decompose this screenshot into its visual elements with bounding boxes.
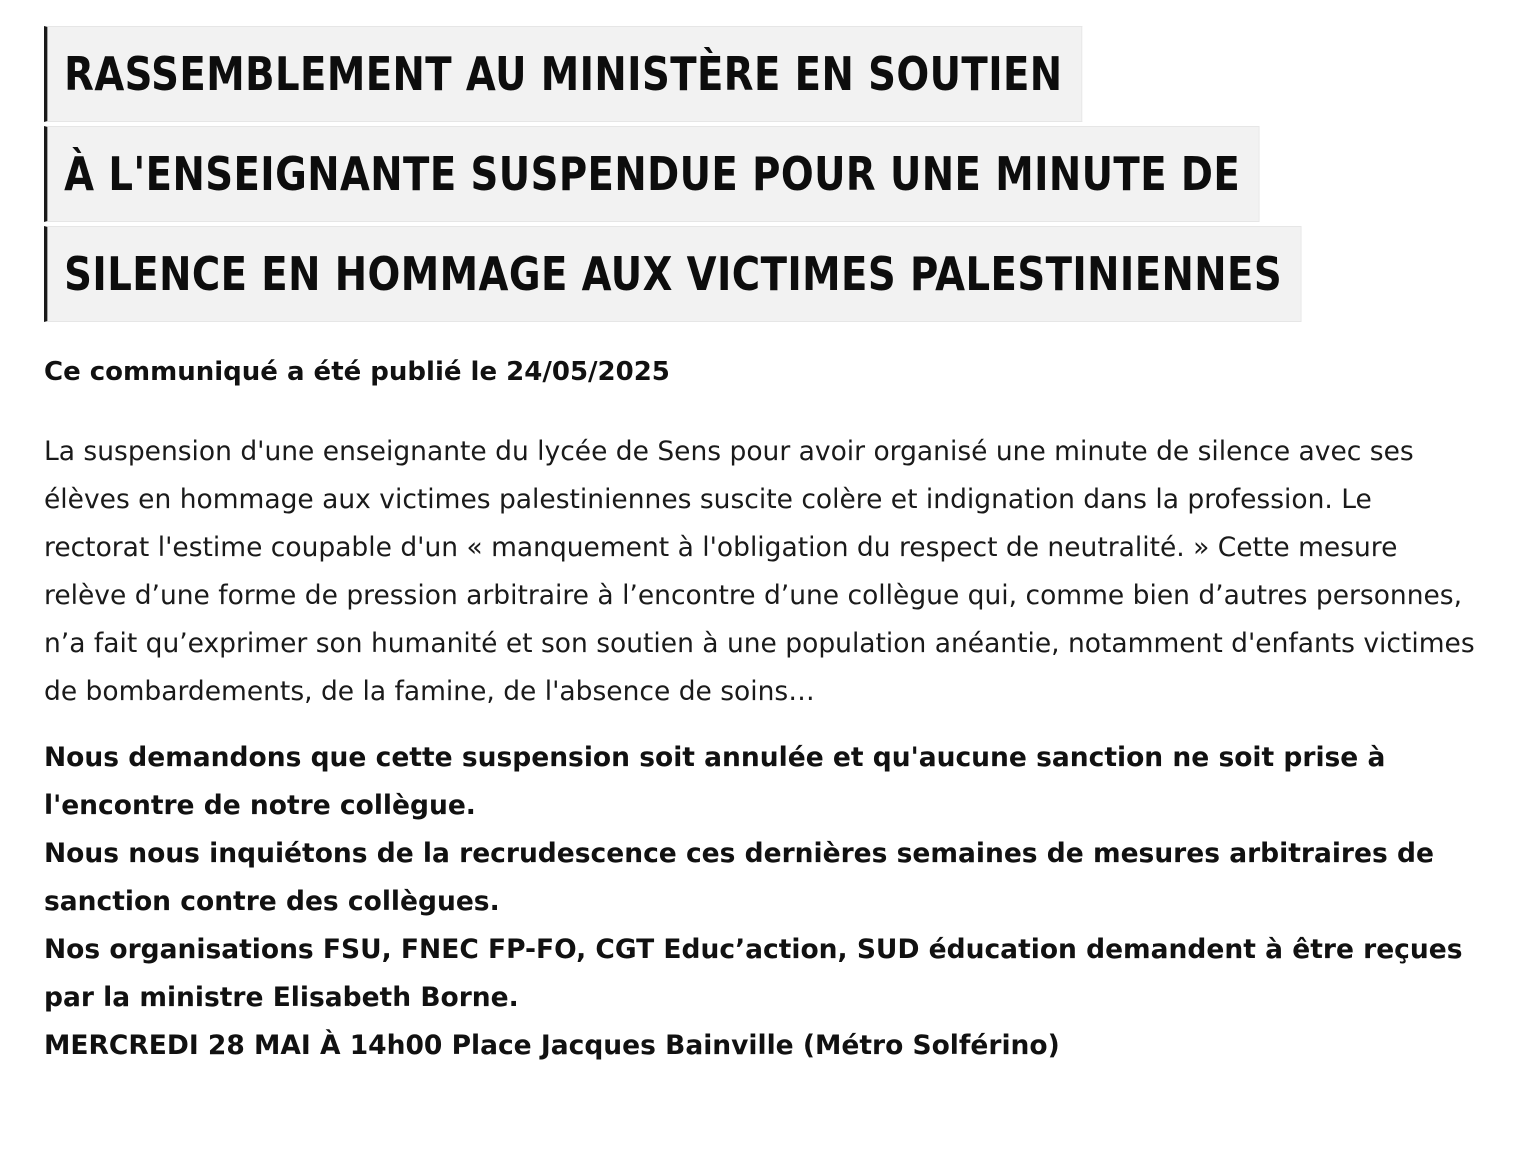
title-line-3: SILENCE EN HOMMAGE AUX VICTIMES PALESTINIENNES <box>44 226 1301 322</box>
article <box>44 26 1484 1070</box>
publication-label: Ce communiqué a été publié le <box>44 357 498 387</box>
publication-info <box>44 352 1484 392</box>
article-title <box>44 26 1484 322</box>
demand-cancel-suspension: Nous demandons que cette suspension soit annulée et qu'aucune sanction ne soit prise à l'encontre de notre collègue. <box>44 742 1386 821</box>
demand-concern: Nous nous inquiétons de la recrudescence ces dernières semaines de mesures arbitraires de sanction contre des collègues. <box>44 838 1434 917</box>
demand-organisations: Nos organisations FSU, FNEC FP-FO, CGT Educ’action, SUD éducation demandent à être reçues par la ministre Elisabeth Borne. <box>44 934 1463 1013</box>
demands-block <box>44 734 1484 1070</box>
intro-paragraph: La suspension d'une enseignante du lycée de Sens pour avoir organisé une minute de silence avec ses élèves en hommage aux victimes palestiniennes suscite colère et indignation dans la profession. Le rectorat l'estime coupable d'un « manquement à l'obligation du respect de neutralité. » Cette mesure relève d’une forme de pression arbitraire à l’encontre d’une collègue qui, comme bien d’autres personnes, n’a fait qu’exprimer son humanité et son soutien à une population anéantie, notamment d'enfants victimes de bombardements, de la famine, de l'absence de soins… <box>44 436 1475 707</box>
title-line-1: RASSEMBLEMENT AU MINISTÈRE EN SOUTIEN <box>44 26 1082 122</box>
rally-date-location: MERCREDI 28 MAI À 14h00 Place Jacques Bainville (Métro Solférino) <box>44 1030 1060 1061</box>
publication-date: 24/05/2025 <box>506 357 670 387</box>
title-line-2: À L'ENSEIGNANTE SUSPENDUE POUR UNE MINUTE DE <box>44 126 1260 222</box>
